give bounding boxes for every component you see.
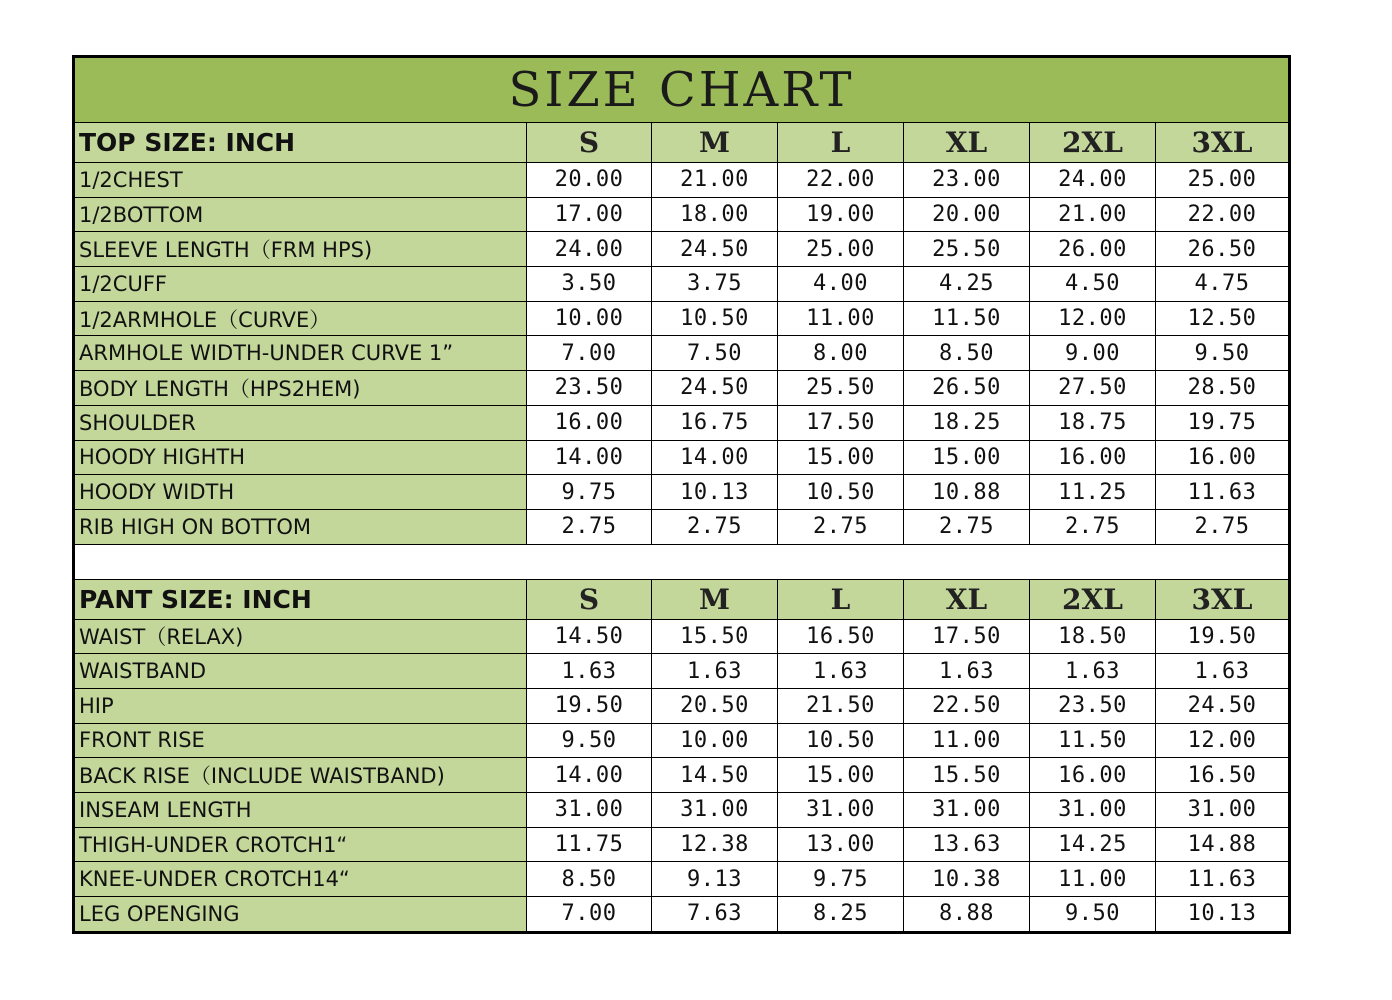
pant-measurement-row [75, 688, 1289, 723]
measurement-value: 21.00 [652, 163, 778, 198]
measurement-value: 17.50 [778, 405, 904, 440]
measurement-label: 1/2CHEST [75, 163, 527, 198]
pant-measurement-row [75, 758, 1289, 793]
measurement-value: 7.63 [652, 897, 778, 932]
measurement-value: 10.38 [904, 862, 1030, 897]
measurement-value: 9.00 [1030, 336, 1156, 371]
measurement-value: 15.00 [778, 758, 904, 793]
measurement-value: 1.63 [778, 654, 904, 689]
measurement-value: 12.38 [652, 827, 778, 862]
measurement-value: 9.50 [527, 723, 652, 758]
measurement-value: 24.50 [652, 371, 778, 406]
measurement-value: 16.75 [652, 405, 778, 440]
measurement-value: 11.75 [527, 827, 652, 862]
measurement-value: 9.50 [1156, 336, 1289, 371]
measurement-label: RIB HIGH ON BOTTOM [75, 509, 527, 544]
measurement-value: 12.00 [1156, 723, 1289, 758]
measurement-value: 19.50 [1156, 619, 1289, 654]
measurement-value: 9.75 [778, 862, 904, 897]
measurement-value: 15.50 [904, 758, 1030, 793]
pant-measurement-row [75, 723, 1289, 758]
measurement-value: 2.75 [1030, 509, 1156, 544]
measurement-value: 26.00 [1030, 232, 1156, 267]
top-measurement-row [75, 405, 1289, 440]
measurement-value: 13.00 [778, 827, 904, 862]
measurement-value: 28.50 [1156, 371, 1289, 406]
pant-measurement-row [75, 654, 1289, 689]
measurement-value: 11.50 [904, 301, 1030, 336]
measurement-value: 16.00 [1156, 440, 1289, 475]
measurement-value: 14.00 [652, 440, 778, 475]
measurement-value: 21.50 [778, 688, 904, 723]
size-chart-sheet [72, 55, 1291, 934]
measurement-value: 10.88 [904, 475, 1030, 510]
section-spacer-row [75, 544, 1289, 579]
measurement-value: 22.00 [1156, 197, 1289, 232]
measurement-value: 31.00 [904, 793, 1030, 828]
measurement-value: 24.00 [1030, 163, 1156, 198]
pant-size-header-row [75, 579, 1289, 619]
measurement-label: 1/2ARMHOLE（CURVE） [75, 301, 527, 336]
measurement-value: 10.50 [652, 301, 778, 336]
measurement-value: 25.50 [904, 232, 1030, 267]
measurement-value: 1.63 [652, 654, 778, 689]
measurement-value: 14.88 [1156, 827, 1289, 862]
measurement-value: 4.00 [778, 267, 904, 302]
measurement-value: 11.00 [904, 723, 1030, 758]
measurement-value: 19.00 [778, 197, 904, 232]
top-measurement-row [75, 475, 1289, 510]
measurement-label: ARMHOLE WIDTH-UNDER CURVE 1” [75, 336, 527, 371]
measurement-label: SLEEVE LENGTH（FRM HPS) [75, 232, 527, 267]
pant-measurement-row [75, 862, 1289, 897]
measurement-label: LEG OPENGING [75, 897, 527, 932]
pant-size-column-header: S [527, 579, 652, 619]
measurement-value: 2.75 [652, 509, 778, 544]
measurement-value: 8.25 [778, 897, 904, 932]
size-chart-table [74, 57, 1289, 932]
measurement-value: 21.00 [1030, 197, 1156, 232]
measurement-value: 8.88 [904, 897, 1030, 932]
pant-size-column-header: M [652, 579, 778, 619]
measurement-value: 11.00 [1030, 862, 1156, 897]
measurement-value: 26.50 [904, 371, 1030, 406]
measurement-label: BACK RISE（INCLUDE WAISTBAND) [75, 758, 527, 793]
pant-size-column-header: 2XL [1030, 579, 1156, 619]
measurement-value: 16.00 [527, 405, 652, 440]
measurement-value: 10.00 [527, 301, 652, 336]
top-size-column-header: XL [904, 123, 1030, 163]
measurement-label: BODY LENGTH（HPS2HEM) [75, 371, 527, 406]
top-measurement-row [75, 197, 1289, 232]
measurement-value: 15.00 [778, 440, 904, 475]
top-size-column-header: 3XL [1156, 123, 1289, 163]
measurement-value: 2.75 [778, 509, 904, 544]
measurement-value: 13.63 [904, 827, 1030, 862]
measurement-value: 20.00 [527, 163, 652, 198]
measurement-label: KNEE-UNDER CROTCH14“ [75, 862, 527, 897]
measurement-value: 12.00 [1030, 301, 1156, 336]
section-spacer [75, 544, 1289, 579]
measurement-value: 31.00 [1156, 793, 1289, 828]
measurement-label: HIP [75, 688, 527, 723]
pant-measurement-row [75, 619, 1289, 654]
top-measurement-row [75, 267, 1289, 302]
measurement-value: 15.50 [652, 619, 778, 654]
measurement-value: 7.00 [527, 897, 652, 932]
measurement-value: 18.25 [904, 405, 1030, 440]
measurement-value: 23.00 [904, 163, 1030, 198]
measurement-value: 27.50 [1030, 371, 1156, 406]
measurement-value: 19.75 [1156, 405, 1289, 440]
top-measurement-row [75, 336, 1289, 371]
measurement-label: HOODY WIDTH [75, 475, 527, 510]
measurement-value: 26.50 [1156, 232, 1289, 267]
measurement-label: WAISTBAND [75, 654, 527, 689]
measurement-value: 18.50 [1030, 619, 1156, 654]
measurement-value: 19.50 [527, 688, 652, 723]
top-measurement-row [75, 301, 1289, 336]
measurement-value: 31.00 [527, 793, 652, 828]
pant-size-column-header: L [778, 579, 904, 619]
measurement-value: 4.75 [1156, 267, 1289, 302]
measurement-value: 11.63 [1156, 862, 1289, 897]
measurement-label: FRONT RISE [75, 723, 527, 758]
measurement-label: WAIST（RELAX) [75, 619, 527, 654]
measurement-label: INSEAM LENGTH [75, 793, 527, 828]
measurement-value: 3.75 [652, 267, 778, 302]
measurement-value: 17.00 [527, 197, 652, 232]
measurement-value: 10.00 [652, 723, 778, 758]
measurement-value: 1.63 [1030, 654, 1156, 689]
measurement-value: 16.00 [1030, 758, 1156, 793]
measurement-value: 18.75 [1030, 405, 1156, 440]
measurement-value: 10.50 [778, 723, 904, 758]
measurement-value: 9.13 [652, 862, 778, 897]
measurement-value: 16.50 [1156, 758, 1289, 793]
top-measurement-row [75, 440, 1289, 475]
pant-size-column-header: XL [904, 579, 1030, 619]
measurement-value: 10.50 [778, 475, 904, 510]
measurement-value: 11.00 [778, 301, 904, 336]
measurement-value: 20.00 [904, 197, 1030, 232]
top-measurement-row [75, 232, 1289, 267]
measurement-value: 31.00 [652, 793, 778, 828]
measurement-value: 9.75 [527, 475, 652, 510]
measurement-value: 1.63 [904, 654, 1030, 689]
measurement-value: 18.00 [652, 197, 778, 232]
measurement-value: 23.50 [1030, 688, 1156, 723]
measurement-value: 4.25 [904, 267, 1030, 302]
measurement-value: 16.00 [1030, 440, 1156, 475]
measurement-value: 14.25 [1030, 827, 1156, 862]
measurement-label: SHOULDER [75, 405, 527, 440]
measurement-value: 16.50 [778, 619, 904, 654]
chart-title: SIZE CHART [75, 58, 1289, 123]
measurement-value: 20.50 [652, 688, 778, 723]
measurement-value: 8.50 [904, 336, 1030, 371]
pant-measurement-row [75, 827, 1289, 862]
pant-size-header-label: PANT SIZE: INCH [75, 579, 527, 619]
pant-measurement-row [75, 897, 1289, 932]
measurement-value: 31.00 [1030, 793, 1156, 828]
measurement-value: 14.00 [527, 758, 652, 793]
measurement-value: 22.00 [778, 163, 904, 198]
top-measurement-row [75, 371, 1289, 406]
measurement-value: 11.50 [1030, 723, 1156, 758]
measurement-value: 14.00 [527, 440, 652, 475]
measurement-value: 2.75 [527, 509, 652, 544]
measurement-value: 24.50 [1156, 688, 1289, 723]
measurement-value: 14.50 [652, 758, 778, 793]
measurement-value: 1.63 [1156, 654, 1289, 689]
measurement-value: 8.50 [527, 862, 652, 897]
measurement-value: 1.63 [527, 654, 652, 689]
measurement-value: 11.63 [1156, 475, 1289, 510]
measurement-value: 2.75 [1156, 509, 1289, 544]
pant-size-column-header: 3XL [1156, 579, 1289, 619]
measurement-value: 24.00 [527, 232, 652, 267]
measurement-value: 25.00 [778, 232, 904, 267]
top-size-header-label: TOP SIZE: INCH [75, 123, 527, 163]
measurement-value: 25.00 [1156, 163, 1289, 198]
measurement-value: 17.50 [904, 619, 1030, 654]
measurement-label: HOODY HIGHTH [75, 440, 527, 475]
measurement-value: 25.50 [778, 371, 904, 406]
measurement-value: 8.00 [778, 336, 904, 371]
measurement-value: 22.50 [904, 688, 1030, 723]
pant-measurement-row [75, 793, 1289, 828]
top-measurement-row [75, 509, 1289, 544]
top-size-column-header: L [778, 123, 904, 163]
measurement-label: 1/2BOTTOM [75, 197, 527, 232]
measurement-value: 9.50 [1030, 897, 1156, 932]
measurement-value: 12.50 [1156, 301, 1289, 336]
measurement-value: 15.00 [904, 440, 1030, 475]
measurement-value: 2.75 [904, 509, 1030, 544]
measurement-label: 1/2CUFF [75, 267, 527, 302]
measurement-value: 10.13 [652, 475, 778, 510]
top-size-header-row [75, 123, 1289, 163]
measurement-value: 7.00 [527, 336, 652, 371]
top-size-column-header: S [527, 123, 652, 163]
measurement-value: 3.50 [527, 267, 652, 302]
measurement-value: 7.50 [652, 336, 778, 371]
measurement-value: 11.25 [1030, 475, 1156, 510]
measurement-value: 31.00 [778, 793, 904, 828]
measurement-value: 23.50 [527, 371, 652, 406]
measurement-value: 10.13 [1156, 897, 1289, 932]
top-size-column-header: M [652, 123, 778, 163]
top-size-column-header: 2XL [1030, 123, 1156, 163]
top-measurement-row [75, 163, 1289, 198]
measurement-value: 4.50 [1030, 267, 1156, 302]
measurement-label: THIGH-UNDER CROTCH1“ [75, 827, 527, 862]
measurement-value: 24.50 [652, 232, 778, 267]
measurement-value: 14.50 [527, 619, 652, 654]
